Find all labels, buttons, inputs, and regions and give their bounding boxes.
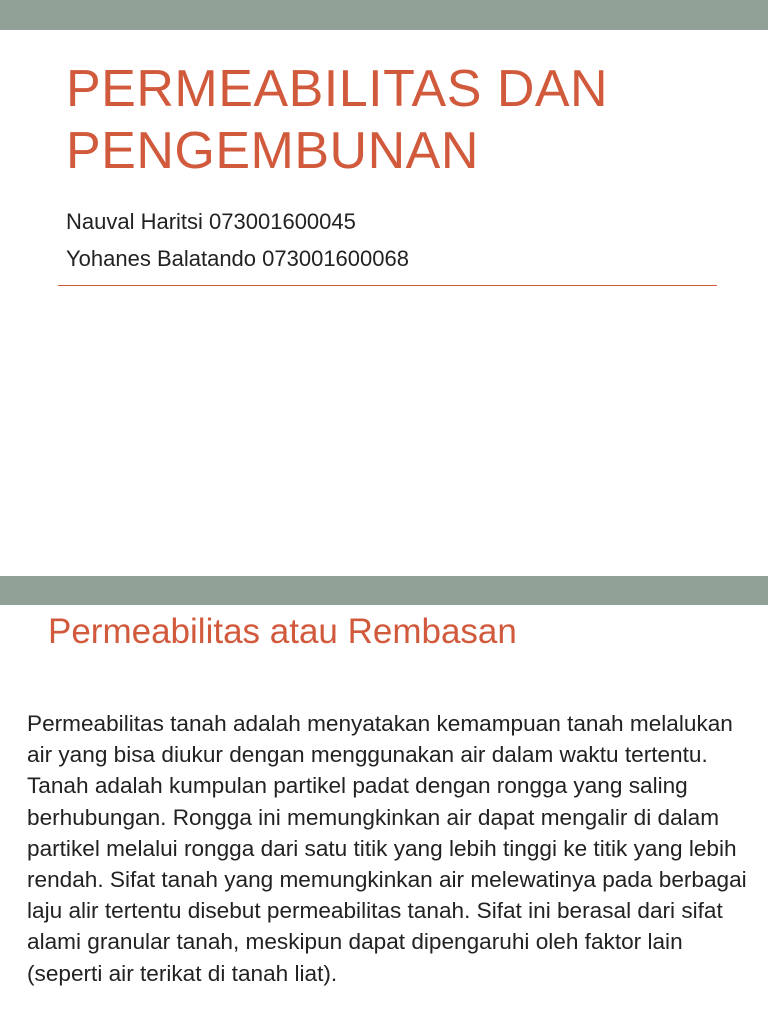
author-line: Nauval Haritsi 073001600045 <box>66 209 356 234</box>
top-color-band <box>0 576 768 605</box>
title-divider <box>58 285 717 286</box>
slide-heading: Permeabilitas atau Rembasan <box>48 612 517 651</box>
author-line: Yohanes Balatando 073001600068 <box>66 246 409 271</box>
top-color-band <box>0 0 768 30</box>
authors-block <box>66 203 409 277</box>
body-paragraph: Permeabilitas tanah adalah menyatakan kemampuan tanah melalukan air yang bisa diukur dengan menggunakan air dalam waktu tertentu. Tanah adalah kumpulan partikel padat dengan rongga yang saling berhubungan. Rongga ini memungkinkan air dapat mengalir di dalam partikel melalui rongga dari satu titik yang lebih tinggi ke titik yang lebih rendah. Sifat tanah yang memungkinkan air melewatinya pada berbagai laju alir tertentu disebut permeabilitas tanah. Sifat ini berasal dari sifat alami granular tanah, meskipun dapat dipengaruhi oleh faktor lain (seperti air terikat di tanah liat). <box>27 711 747 986</box>
content-slide <box>0 576 768 1024</box>
slide-title: PERMEABILITAS DAN PENGEMBUNAN <box>66 60 609 180</box>
